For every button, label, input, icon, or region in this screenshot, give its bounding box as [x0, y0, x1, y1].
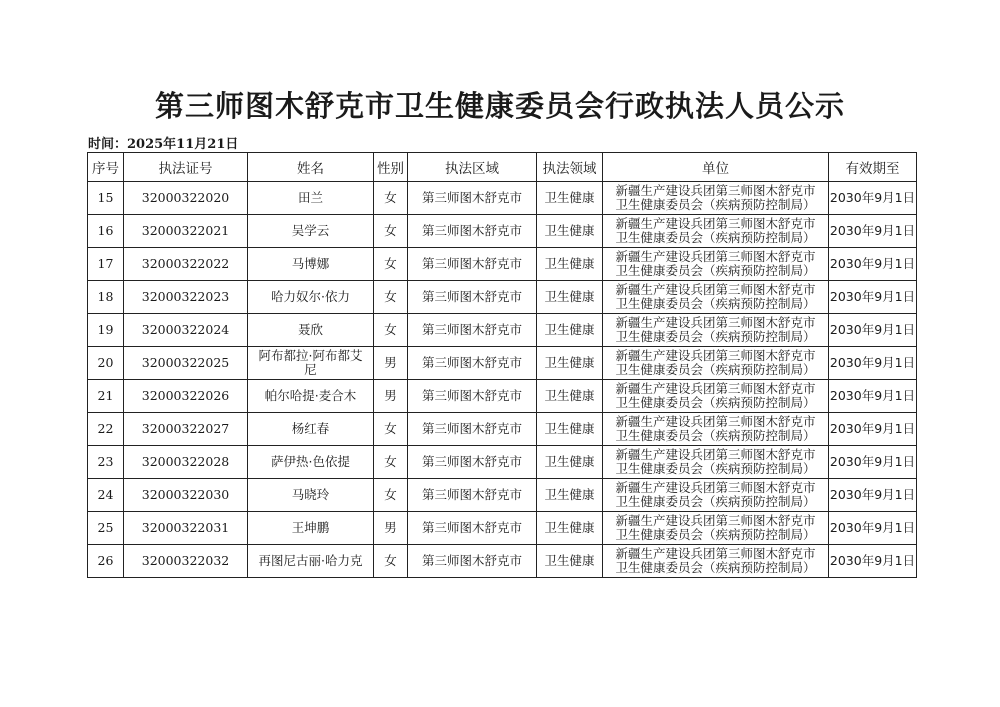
unit-line: 卫生健康委员会（疾病预防控制局） — [615, 230, 816, 245]
cert-number: 32000322027 — [124, 413, 248, 446]
cert-number: 32000322028 — [124, 446, 248, 479]
gender: 女 — [374, 248, 408, 281]
person-name: 再图尼古丽·哈力克 — [248, 545, 374, 578]
valid-until: 2030年9月1日 — [829, 512, 917, 545]
cert-number: 32000322031 — [124, 512, 248, 545]
enforcement-field: 卫生健康 — [537, 281, 603, 314]
header-cell-name: 姓名 — [248, 153, 374, 182]
row-no: 24 — [88, 479, 124, 512]
unit-line: 新疆生产建设兵团第三师图木舒克市 — [615, 249, 816, 264]
enforcement-field: 卫生健康 — [537, 347, 603, 380]
enforcement-field: 卫生健康 — [537, 413, 603, 446]
table-row — [88, 380, 917, 413]
enforcement-field: 卫生健康 — [537, 512, 603, 545]
unit-line: 新疆生产建设兵团第三师图木舒克市 — [615, 216, 816, 231]
name-line: 尼 — [304, 362, 317, 377]
header-cell-no: 序号 — [88, 153, 124, 182]
row-no: 20 — [88, 347, 124, 380]
unit-line: 新疆生产建设兵团第三师图木舒克市 — [615, 447, 816, 462]
unit-line: 新疆生产建设兵团第三师图木舒克市 — [615, 480, 816, 495]
cert-number: 32000322030 — [124, 479, 248, 512]
unit-line: 新疆生产建设兵团第三师图木舒克市 — [615, 348, 816, 363]
unit-line: 新疆生产建设兵团第三师图木舒克市 — [615, 381, 816, 396]
unit-line: 卫生健康委员会（疾病预防控制局） — [615, 560, 816, 575]
unit — [603, 281, 829, 314]
unit — [603, 215, 829, 248]
valid-until: 2030年9月1日 — [829, 182, 917, 215]
publish-date: 时间：2025年11月21日 — [88, 137, 239, 152]
header-cell-valid: 有效期至 — [829, 153, 917, 182]
name-line: 阿布都拉·阿布都艾 — [258, 348, 363, 363]
enforcement-field: 卫生健康 — [537, 182, 603, 215]
person-name: 杨红春 — [248, 413, 374, 446]
valid-until: 2030年9月1日 — [829, 281, 917, 314]
person-name: 吴学云 — [248, 215, 374, 248]
unit-line: 卫生健康委员会（疾病预防控制局） — [615, 494, 816, 509]
unit-line: 新疆生产建设兵团第三师图木舒克市 — [615, 183, 816, 198]
gender: 男 — [374, 512, 408, 545]
gender: 女 — [374, 281, 408, 314]
gender: 女 — [374, 215, 408, 248]
enforcement-area: 第三师图木舒克市 — [408, 281, 537, 314]
header-cell-field: 执法领域 — [537, 153, 603, 182]
person-name: 帕尔哈提·麦合木 — [248, 380, 374, 413]
row-no: 25 — [88, 512, 124, 545]
row-no: 22 — [88, 413, 124, 446]
person-name — [248, 347, 374, 380]
unit — [603, 380, 829, 413]
row-no: 23 — [88, 446, 124, 479]
enforcement-field: 卫生健康 — [537, 215, 603, 248]
gender: 女 — [374, 545, 408, 578]
table-row — [88, 545, 917, 578]
valid-until: 2030年9月1日 — [829, 479, 917, 512]
person-name: 萨伊热·色依提 — [248, 446, 374, 479]
enforcement-area: 第三师图木舒克市 — [408, 248, 537, 281]
enforcement-area: 第三师图木舒克市 — [408, 446, 537, 479]
valid-until: 2030年9月1日 — [829, 380, 917, 413]
enforcement-area: 第三师图木舒克市 — [408, 380, 537, 413]
row-no: 18 — [88, 281, 124, 314]
enforcement-area: 第三师图木舒克市 — [408, 347, 537, 380]
gender: 男 — [374, 347, 408, 380]
unit-line: 卫生健康委员会（疾病预防控制局） — [615, 263, 816, 278]
cert-number: 32000322025 — [124, 347, 248, 380]
table-row — [88, 479, 917, 512]
unit-line: 新疆生产建设兵团第三师图木舒克市 — [615, 315, 816, 330]
unit — [603, 347, 829, 380]
table-row — [88, 512, 917, 545]
enforcement-area: 第三师图木舒克市 — [408, 512, 537, 545]
enforcement-area: 第三师图木舒克市 — [408, 413, 537, 446]
unit-line: 卫生健康委员会（疾病预防控制局） — [615, 395, 816, 410]
unit-line: 卫生健康委员会（疾病预防控制局） — [615, 362, 816, 377]
header-cell-area: 执法区域 — [408, 153, 537, 182]
table-row — [88, 281, 917, 314]
valid-until: 2030年9月1日 — [829, 248, 917, 281]
person-name: 马博娜 — [248, 248, 374, 281]
enforcement-area: 第三师图木舒克市 — [408, 215, 537, 248]
gender: 女 — [374, 314, 408, 347]
row-no: 16 — [88, 215, 124, 248]
unit-line: 新疆生产建设兵团第三师图木舒克市 — [615, 414, 816, 429]
unit-line: 新疆生产建设兵团第三师图木舒克市 — [615, 546, 816, 561]
unit — [603, 413, 829, 446]
valid-until: 2030年9月1日 — [829, 446, 917, 479]
enforcement-area: 第三师图木舒克市 — [408, 479, 537, 512]
person-name: 哈力奴尔·依力 — [248, 281, 374, 314]
gender: 女 — [374, 479, 408, 512]
row-no: 26 — [88, 545, 124, 578]
unit-line: 新疆生产建设兵团第三师图木舒克市 — [615, 513, 816, 528]
unit — [603, 446, 829, 479]
row-no: 21 — [88, 380, 124, 413]
unit-line: 卫生健康委员会（疾病预防控制局） — [615, 296, 816, 311]
cert-number: 32000322023 — [124, 281, 248, 314]
valid-until: 2030年9月1日 — [829, 215, 917, 248]
cert-number: 32000322021 — [124, 215, 248, 248]
unit — [603, 479, 829, 512]
page-title: 第三师图木舒克市卫生健康委员会行政执法人员公示 — [154, 89, 845, 123]
unit-line: 卫生健康委员会（疾病预防控制局） — [615, 461, 816, 476]
table-row — [88, 248, 917, 281]
gender: 男 — [374, 380, 408, 413]
enforcement-field: 卫生健康 — [537, 479, 603, 512]
person-name: 王坤鹏 — [248, 512, 374, 545]
unit — [603, 545, 829, 578]
table-row — [88, 182, 917, 215]
row-no: 17 — [88, 248, 124, 281]
unit-line: 卫生健康委员会（疾病预防控制局） — [615, 428, 816, 443]
gender: 女 — [374, 182, 408, 215]
person-name: 聂欣 — [248, 314, 374, 347]
cert-number: 32000322032 — [124, 545, 248, 578]
enforcement-field: 卫生健康 — [537, 446, 603, 479]
unit — [603, 248, 829, 281]
person-name: 马晓玲 — [248, 479, 374, 512]
unit — [603, 512, 829, 545]
cert-number: 32000322024 — [124, 314, 248, 347]
unit — [603, 314, 829, 347]
unit-line: 卫生健康委员会（疾病预防控制局） — [615, 329, 816, 344]
table-row — [88, 347, 917, 380]
valid-until: 2030年9月1日 — [829, 413, 917, 446]
valid-until: 2030年9月1日 — [829, 545, 917, 578]
enforcement-area: 第三师图木舒克市 — [408, 314, 537, 347]
table-row — [88, 215, 917, 248]
enforcement-area: 第三师图木舒克市 — [408, 182, 537, 215]
enforcement-field: 卫生健康 — [537, 248, 603, 281]
cert-number: 32000322020 — [124, 182, 248, 215]
enforcement-field: 卫生健康 — [537, 380, 603, 413]
unit-line: 卫生健康委员会（疾病预防控制局） — [615, 527, 816, 542]
person-name: 田兰 — [248, 182, 374, 215]
unit-line: 卫生健康委员会（疾病预防控制局） — [615, 197, 816, 212]
cert-number: 32000322026 — [124, 380, 248, 413]
valid-until: 2030年9月1日 — [829, 347, 917, 380]
header-cell-gender: 性别 — [374, 153, 408, 182]
table-row — [88, 413, 917, 446]
gender: 女 — [374, 413, 408, 446]
valid-until: 2030年9月1日 — [829, 314, 917, 347]
header-cell-cert: 执法证号 — [124, 153, 248, 182]
table-row — [88, 446, 917, 479]
unit — [603, 182, 829, 215]
enforcement-field: 卫生健康 — [537, 545, 603, 578]
unit-line: 新疆生产建设兵团第三师图木舒克市 — [615, 282, 816, 297]
enforcement-field: 卫生健康 — [537, 314, 603, 347]
personnel-table — [87, 152, 917, 578]
row-no: 19 — [88, 314, 124, 347]
table-header-row — [88, 153, 917, 182]
header-cell-unit: 单位 — [603, 153, 829, 182]
table-row — [88, 314, 917, 347]
row-no: 15 — [88, 182, 124, 215]
gender: 女 — [374, 446, 408, 479]
cert-number: 32000322022 — [124, 248, 248, 281]
enforcement-area: 第三师图木舒克市 — [408, 545, 537, 578]
